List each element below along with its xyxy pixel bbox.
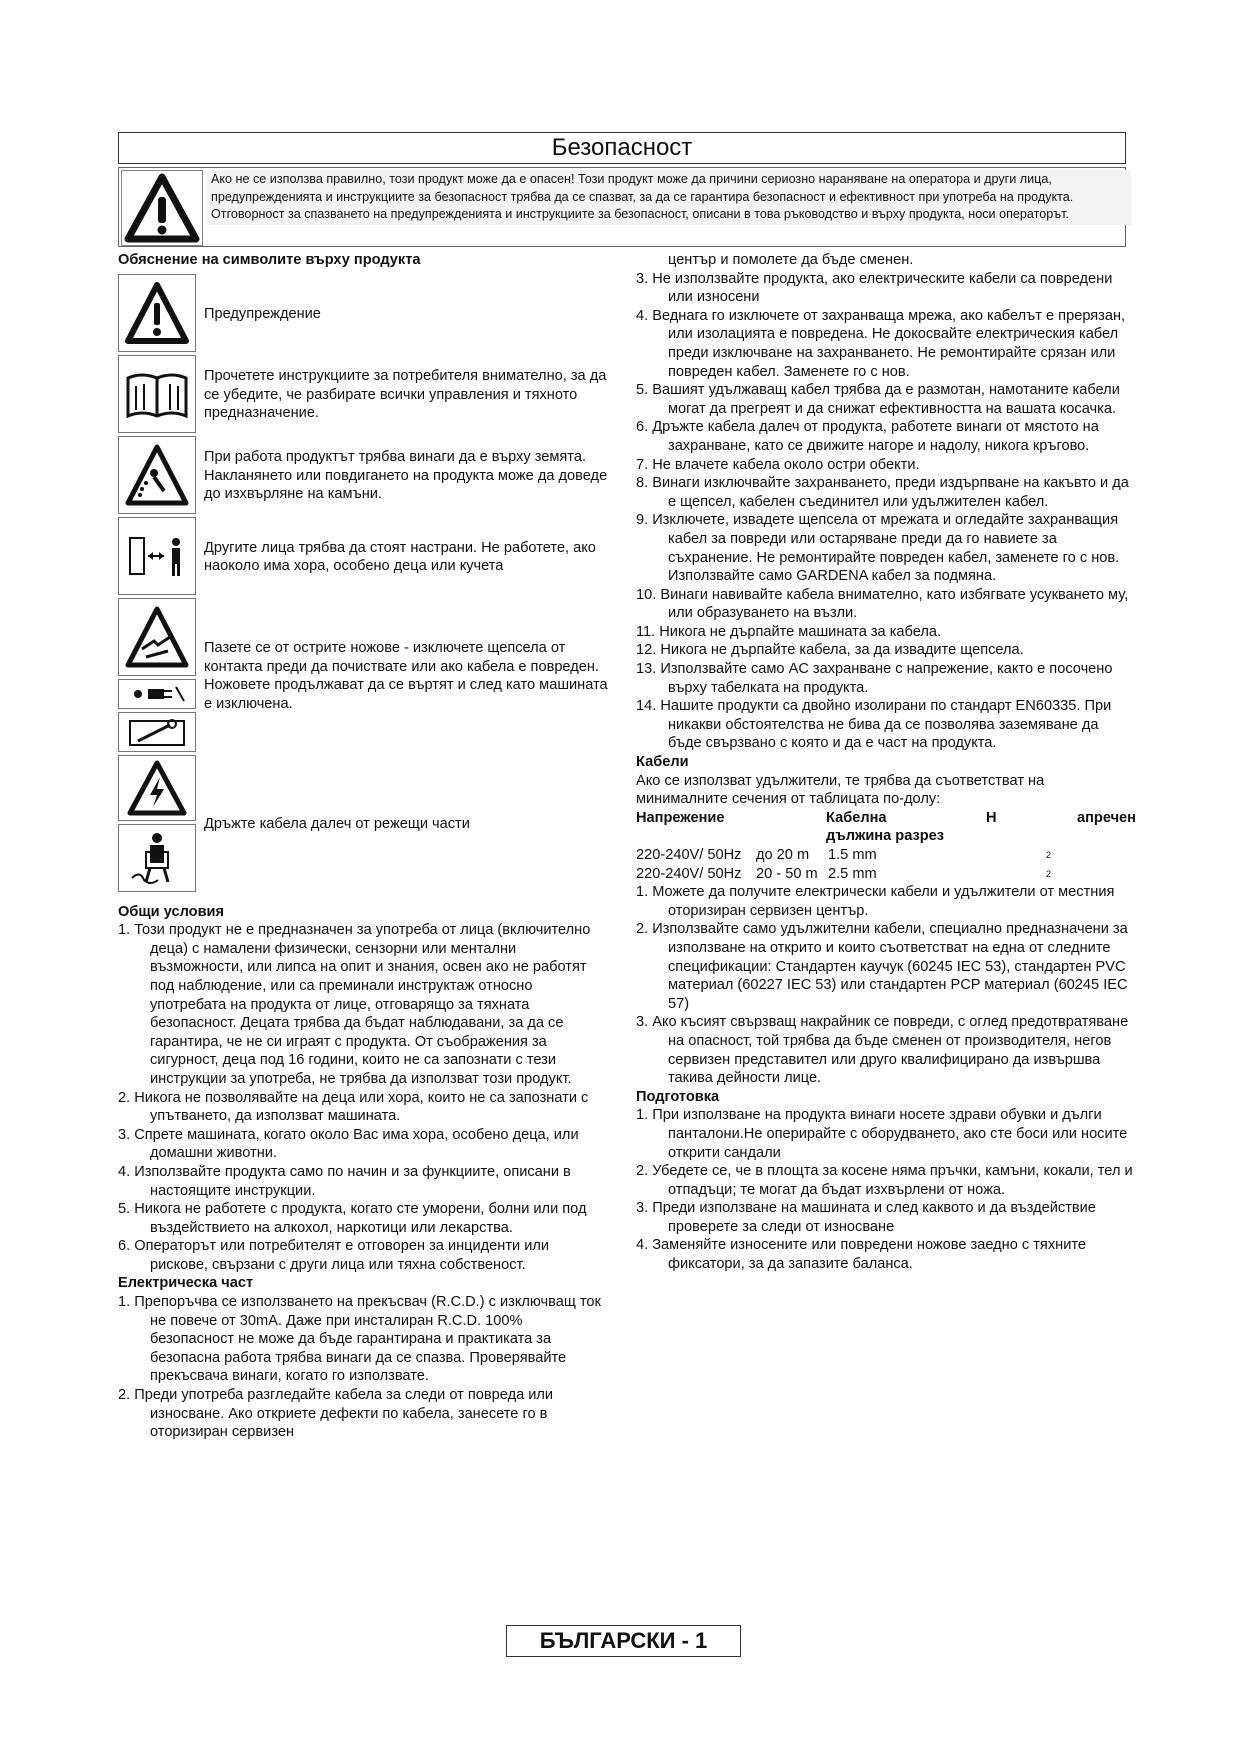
electrical-item-9: 9. Изключете, извадете щепсела от мрежата и огледайте захранващия кабел за повреди или остаряване преди да го навиете за съхранение. Не ремонтирайте повреден кабел, заменете го с нов. Използвайте само GARDENA кабел за подмяна. [636,512,1120,585]
keep-distance-icon [118,517,196,595]
electrical-item-7: 7. Не влачете кабела около остри обекти. [636,456,920,473]
safety-warning-text: Ако не се използва правилно, този продукт може да е опасен! Този продукт може да причини сериозно нараняване на оператора и други лица, предупрежденията и инструкциите за безопасност трябва да се спазват, за да се гарантира безопасност и ефективност при употреба на продукта. Отговорност за спазването на предупрежденията и инструкциите за безопасност, описани в това ръководство и върху продукта, носи операторът. [207,170,1131,225]
preparation-item-2: 2. Убедете се, че в площта за косене няма пръчки, камъни, кокали, тел и отпадъци; те могат да бъдат изхвърлени от ножа. [636,1163,1133,1198]
cable-row-1-voltage: 220-240V/ 50Hz [636,847,742,863]
electrical-item-1: 1. Препоръчва се използването на прекъсвач (R.C.D.) с изключващ ток не повече от 30mA. Даже при инсталиран R.C.D. 100% безопасност не може да бъде гарантирана и практиката за безопасна работа трябва винаги да се спазва. Проверявайте прекъсвача винаги, когато го използвате. [118,1294,601,1385]
symbol-text-warning: Предупреждение [204,305,321,322]
unplug-icon [118,679,196,709]
symbols-heading: Обяснение на символите върху продукта [118,252,421,268]
preparation-item-1: 1. При използване на продукта винаги носете здрави обувки и дълги панталони.Не оперирайте с оборудването, ако сте боси или носите открити сандали [636,1107,1128,1161]
electrical-item-12: 12. Никога не дърпайте кабела, за да извадите щепсела. [636,642,1024,659]
cable-row-2-length: 20 - 50 m [756,865,818,882]
preparation-item-4: 4. Заменяйте износените или повредени ножове заедно с тяхните фиксатори, за да запазите баланса. [636,1237,1086,1273]
symbol-text-cable: Дръжте кабела далеч от режещи части [204,816,470,833]
electrical-item-4: 4. Веднага го изключете от захранваща мрежа, ако кабелът е прерязан, или изолацията е повредена. Не докосвайте електрическия кабел преди изключване на захранването. Не ремонтирайте срязан или повреден кабел. Заменете го с нов. [636,307,1126,380]
cable-row-1-unit-sup: 2 [1046,850,1052,860]
preparation-item-3: 3. Преди използване на машината и след каквото и да въздействие проверете за следи от износване [636,1200,1096,1235]
cables-item-3: 3. Ако късият свързващ накрайник се повреди, с оглед предотвратяване на опасност, той трябва да бъде сменен от производителя, негов сервизен представител или друго квалифицирано да извършва такива дейности лице. [636,1014,1129,1087]
electrical-item-13: 13. Използвайте само AC захранване с напрежение, както е посочено върху табелката на продукта. [636,661,1113,696]
symbol-row-cable [118,755,608,895]
electrical-item-10: 10. Винаги навивайте кабела внимателно, като избягвате усукването му, или образуването на възли. [636,586,1129,622]
cable-col-section-a: Н [986,809,997,826]
general-item-2: 2. Никога не позволявайте на деца или хора, които не са запознати с упътването, да използват машината. [118,1089,589,1125]
cable-col-section-b: апречен [1076,809,1136,826]
electrical-item-6: 6. Дръжте кабела далеч от продукта, работете винаги от мястото на захранване, като се движите нагоре и надолу, никога кръгово. [636,419,1099,454]
preparation-heading: Подготовка [636,1088,720,1105]
electrical-item-5: 5. Вашият удължаващ кабел трябва да е размотан, намотаните кабели могат да прегреят и да снижат ефективността на вашата косачка. [636,382,1120,417]
cable-table-row [636,865,1136,884]
cable-col-voltage: Напрежение [636,809,725,826]
symbol-row-keep-distance [118,517,608,598]
symbol-row-manual [118,355,608,436]
symbol-text-thrown-objects: При работа продуктът трябва винаги да е върху земята. Накланянето или повдигането на продукта може да доведе до изхвърляне на камъни. [204,449,608,503]
cable-away-icon [118,824,196,892]
electric-shock-icon [118,755,196,821]
electrical-item-2: 2. Преди употреба разгледайте кабела за следи от повреда или износване. Ако откриете дефекти по кабела, занесете го в оторизиран сервизен [118,1387,554,1441]
cables-item-1: 1. Можете да получите електрически кабели и удължители от местния оторизиран сервизен център. [636,884,1115,919]
right-column [636,251,1136,1274]
general-item-6: 6. Операторът или потребителят е отговорен за инциденти или рискове, свързани с други лица или тяхна собственост. [118,1238,550,1273]
electrical-item-3: 3. Не използвайте продукта, ако електрическите кабели са повредени или износени [636,270,1113,306]
cable-col-length-a: Кабелна [826,809,887,826]
cable-row-2-unit-sup: 2 [1046,868,1052,879]
page-title: Безопасност [118,132,1126,164]
cable-col-length-b: дължина разрез [826,828,945,845]
read-manual-icon [118,355,196,433]
symbol-text-keep-distance: Другите лица трябва да стоят настрани. Не работете, ако наоколо има хора, особено деца или кучета [204,539,596,575]
symbol-text-blades-content: Пазете се от острите ножове - изключете щепсела от контакта преди да почиствате или ако кабела е повреден. Ножовете продължават да се въртят и след като машината е изключена. [204,639,608,712]
sharp-blades-icon [118,598,196,676]
cable-row-1-section: 1.5 mm [828,847,877,863]
maintenance-manual-icon [118,712,196,752]
general-item-4: 4. Използвайте продукта само по начин и за функциите, описани в настоящите инструкции. [118,1163,571,1199]
cable-row-1-length: до 20 m [756,847,810,863]
cables-intro: Ако се използват удължители, те трябва да съответстват на минималните сечения от таблицата по-долу: [636,772,1045,808]
general-item-1: 1. Този продукт не е предназначен за употреба от лица (включително деца) с намалени физически, сензорни или ментални възможности, или липса на опит и знания, освен ако не работят под наблюдение, или са преминали инструктаж относно употребата на продукта от лице, отговарящо за тяхната безопасност. Децата трябва да бъдат наблюдавани, за да се гарантира, че не си играят с продукта. От съображения за сигурност, деца под 16 години, които не са запознати с тези инструкции за употреба, не трябва да използват този продукт. [118,922,591,1087]
page-footer-label: БЪЛГАРСКИ - 1 [506,1625,741,1657]
symbol-row-blades [118,598,608,755]
general-heading: Общи условия [118,903,225,920]
warning-triangle-icon [121,170,203,246]
symbol-text-manual: Прочетете инструкциите за потребителя внимателно, за да се убедите, че разбирате всички управления и тяхното предназначение. [204,368,607,422]
thrown-objects-icon [118,436,196,514]
electrical-item-2-continued: център и помолете да бъде сменен. [668,252,914,268]
safety-warning-box [118,167,1126,247]
electrical-item-8: 8. Винаги изключвайте захранването, преди издърпване на какъвто и да е щепсел, кабелен съединител или удължителен кабел. [636,475,1129,510]
general-item-3: 3. Спрете машината, когато около Вас има хора, особено деца, или домашни животни. [118,1126,579,1162]
cables-item-2: 2. Използвайте само удължителни кабели, специално предназначени за използване на открито и които съответстват на една от следните спецификации: Стандартен каучук (60245 IEC 53), стандартен PVC материал (60227 IEC 53) или стандартен PCP материал (60245 IEC 57) [636,921,1128,1012]
electrical-item-11: 11. Никога не дърпайте машината за кабела. [636,623,942,640]
general-item-5: 5. Никога не работете с продукта, когато сте уморени, болни или под въздействието на алкохол, наркотици или лекарства. [118,1201,587,1236]
symbol-row-warning [118,274,608,355]
cable-col-length [826,809,986,846]
electrical-heading: Електрическа част [118,1275,254,1292]
electrical-item-14: 14. Нашите продукти са двойно изолирани по стандарт EN60335. При никакви обстоятелства не бива да се позволява заземяване да бъде свързвано с която и да е част на продукта. [636,698,1112,752]
symbol-row-thrown-objects [118,436,608,517]
cables-heading: Кабели [636,754,689,771]
cable-row-2-section: 2.5 mm [828,865,877,882]
symbol-text-blades [204,639,608,713]
warning-icon [118,274,196,352]
cable-table-header [636,809,1136,846]
cable-table-row [636,846,1136,865]
cable-row-2-voltage: 220-240V/ 50Hz [636,865,742,882]
left-column [118,251,608,1442]
